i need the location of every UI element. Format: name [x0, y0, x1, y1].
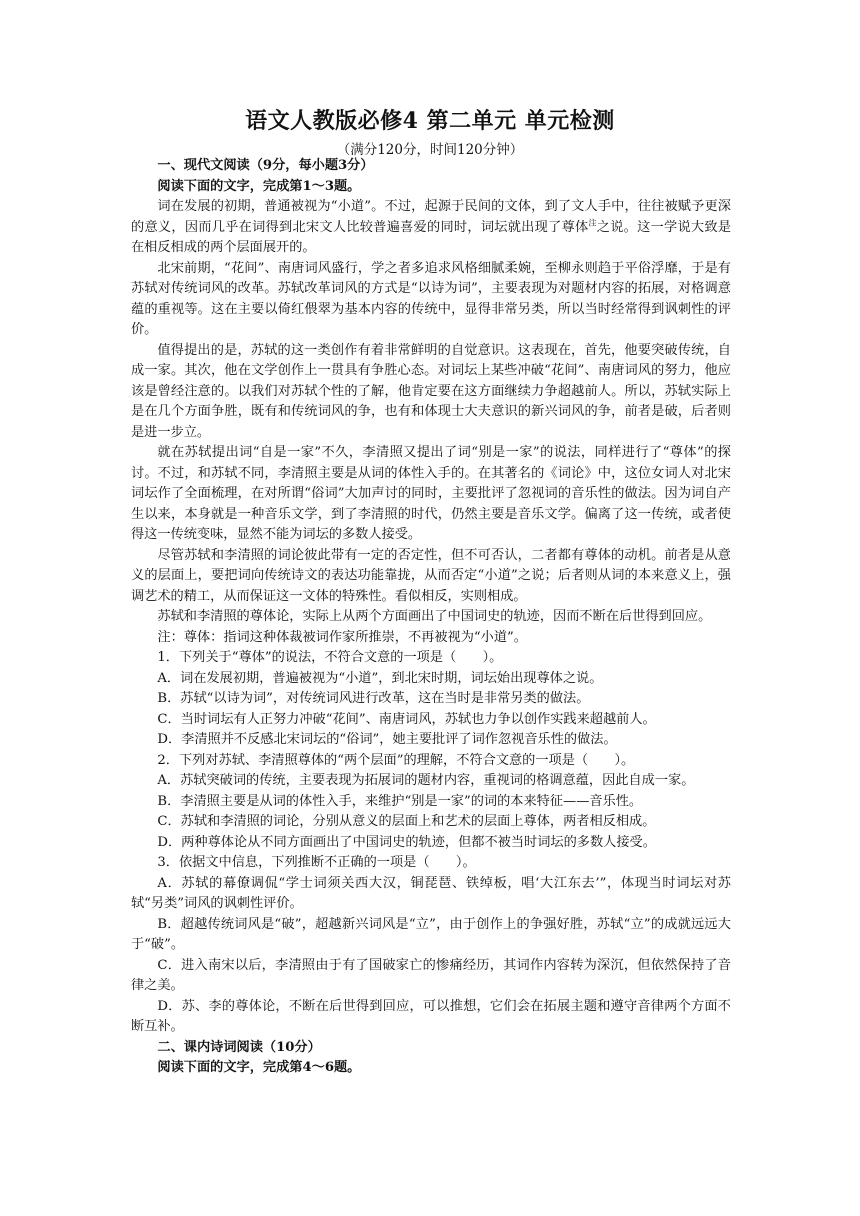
question-option: B．超越传统词风是“破”，超越新兴词风是“立”，由于创作上的争强好胜，苏轼“立”的成就远远大于“破”。: [131, 916, 731, 952]
section-heading: 一、现代文阅读（9分，每小题3分）: [157, 158, 374, 173]
question-option: C．进入南宋以后，李清照由于有了国破家亡的惨痛经历，其词作内容转为深沉，但依然保持了音律之美。: [131, 957, 731, 993]
question-option: D．苏、李的尊体论，不断在后世得到回应，可以推想，它们会在拓展主题和遵守音律两个方面不断互补。: [131, 998, 731, 1034]
document-subtitle: （满分120分，时间120分钟）: [336, 142, 524, 158]
passage-paragraph: 值得提出的是，苏轼的这一类创作有着非常鲜明的自觉意识。这表现在，首先，他要突破传统，自成一家。其次，他在文学创作上一贯具有争胜心态。对词坛上某些冲破“花间”、南唐词风的努力，他应该是曾经注意的。以我们对苏轼个性的了解，他肯定要在这方面继续力争超越前人。所以，苏轼实际上是在几个方面争胜，既有和传统词风的争，也有和体现士大夫意识的新兴词风的争，前者是破，后者则是进一步立。: [131, 342, 731, 440]
question-stem: 3．依据文中信息，下列推断不正确的一项是（ ）。: [157, 855, 476, 870]
passage-paragraph: [131, 197, 731, 259]
passage-paragraph: 苏轼和李清照的尊体论，实际上从两个方面画出了中国词史的轨迹，因而不断在后世得到回应。: [157, 609, 712, 624]
question-option: B．李清照主要是从词的体性入手，来维护“别是一家”的词的本来特征——音乐性。: [157, 793, 643, 809]
passage-paragraph: 尽管苏轼和李清照的词论彼此带有一定的否定性，但不可否认，二者都有尊体的动机。前者是从意义的层面上，要把词向传统诗文的表达功能靠拢，从而否定“小道”之说；后者则从词的本来意义上，强调艺术的精工，从而保证这一文体的特殊性。看似相反，实则相成。: [131, 547, 731, 604]
passage-text: 之说。这一学说大致是在相反相成的两个层面展开的。: [131, 219, 732, 255]
question-option: C．当时词坛有人正努力冲破“花间”、南唐词风，苏轼也力争以创作实践来超越前人。: [157, 711, 656, 727]
reading-instruction: 阅读下面的文字，完成第4～6题。: [157, 1060, 361, 1075]
question-option: D．两种尊体论从不同方面画出了中国词史的轨迹，但都不被当时词坛的多数人接受。: [157, 834, 656, 850]
question-stem: 2．下列对苏轼、李清照尊体的“两个层面”的理解，不符合文意的一项是（ ）。: [157, 752, 635, 768]
question-stem: 1．下列关于“尊体”的说法，不符合文意的一项是（ ）。: [157, 650, 503, 665]
question-option: D．李清照并不反感北宋词坛的“俗词”，她主要批评了词作忽视音乐性的做法。: [157, 732, 617, 747]
document-title: 语文人教版必修4 第二单元 单元检测: [245, 108, 615, 134]
question-option: C．苏轼和李清照的词论，分别从意义的层面上和艺术的层面上尊体，两者相反相成。: [157, 814, 656, 829]
passage-paragraph: 北宋前期，“花间”、南唐词风盛行，学之者多追求风格细腻柔婉，至柳永则趋于平俗浮靡，于是有苏轼对传统词风的改革。苏轼改革词风的方式是“以诗为词”，主要表现为对题材内容的拓展，对格调意蕴的重视等。这在主要以倚红偎翠为基本内容的传统中，显得非常另类，所以当时经常得到讽刺性的评价。: [131, 260, 731, 337]
question-option: A．苏轼突破词的传统，主要表现为拓展词的题材内容，重视词的格调意蕴，因此自成一家。: [157, 773, 695, 788]
passage-text: 词在发展的初期，普通被视为“小道”。不过，起源于民间的文体，到了文人手中，往往被赋予更深的意义，因而几乎在词得到北宋文人比较普遍喜爱的同时，词坛就出现了尊体: [131, 199, 731, 235]
question-option: A．苏轼的幕僚调侃“学士词须关西大汉，铜琵琶、铁绰板，唱‘大江东去’”，体现当时词坛对苏轼“另类”词风的讽刺性评价。: [131, 875, 731, 911]
footnote: 注：尊体：指词这种体裁被词作家所推崇，不再被视为“小道”。: [157, 629, 527, 645]
question-option: B．苏轼“以诗为词”，对传统词风进行改革，这在当时是非常另类的做法。: [157, 691, 590, 706]
section-heading: 二、课内诗词阅读（10分）: [157, 1039, 321, 1055]
footnote-marker: 注: [588, 218, 597, 228]
document-body: [131, 156, 731, 1079]
reading-instruction: 阅读下面的文字，完成第1～3题。: [157, 178, 361, 194]
question-option: A．词在发展初期，普遍被视为“小道”，到北宋时期，词坛始出现尊体之说。: [157, 670, 603, 686]
passage-paragraph: 就在苏轼提出词“自是一家”不久，李清照又提出了词“别是一家”的说法，同样进行了“尊体”的探讨。不过，和苏轼不同，李清照主要是从词的体性入手的。在其著名的《词论》中，这位女词人对北宋词坛作了全面梳理，在对所谓“俗词”大加声讨的同时，主要批评了忽视词的音乐性的做法。因为词自产生以来，本身就是一种音乐文学，到了李清照的时代，仍然主要是音乐文学。偏离了这一传统，或者使得这一传统变味，显然不能为词坛的多数人接受。: [131, 445, 731, 542]
